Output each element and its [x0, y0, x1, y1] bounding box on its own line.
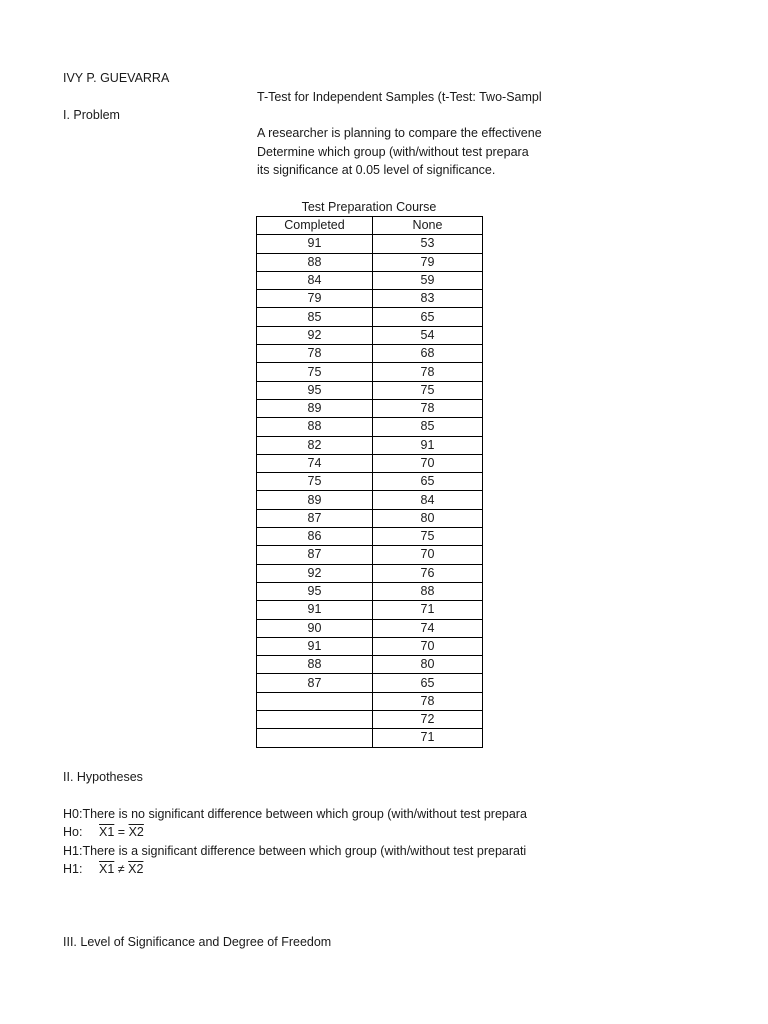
cell-none: 53 — [373, 235, 483, 253]
table-row — [257, 399, 483, 417]
cell-completed: 91 — [257, 601, 373, 619]
cell-completed: 87 — [257, 674, 373, 692]
cell-completed: 95 — [257, 381, 373, 399]
cell-none: 68 — [373, 345, 483, 363]
cell-completed: 92 — [257, 326, 373, 344]
table-row — [257, 564, 483, 582]
cell-completed: 91 — [257, 637, 373, 655]
table-row — [257, 674, 483, 692]
cell-completed: 86 — [257, 528, 373, 546]
cell-none: 65 — [373, 308, 483, 326]
table-caption: Test Preparation Course — [301, 200, 437, 214]
cell-none: 84 — [373, 491, 483, 509]
table-row — [257, 601, 483, 619]
cell-none: 80 — [373, 509, 483, 527]
table-row — [257, 582, 483, 600]
cell-completed: 88 — [257, 253, 373, 271]
cell-none: 70 — [373, 637, 483, 655]
h1-formula — [99, 861, 143, 877]
cell-none: 78 — [373, 692, 483, 710]
cell-completed: 91 — [257, 235, 373, 253]
table-row — [257, 454, 483, 472]
problem-line-2: Determine which group (with/without test prepara — [257, 145, 529, 159]
cell-none: 71 — [373, 601, 483, 619]
document-title: T-Test for Independent Samples (t-Test: Two-Sampl — [257, 90, 542, 104]
cell-completed: 82 — [257, 436, 373, 454]
table-row — [257, 692, 483, 710]
cell-none: 79 — [373, 253, 483, 271]
cell-completed: 90 — [257, 619, 373, 637]
cell-none: 75 — [373, 528, 483, 546]
h1-xbar-2: X2 — [128, 862, 144, 876]
cell-none: 80 — [373, 656, 483, 674]
cell-none: 71 — [373, 729, 483, 747]
cell-completed: 87 — [257, 509, 373, 527]
cell-completed — [257, 711, 373, 729]
table-row — [257, 363, 483, 381]
cell-completed: 92 — [257, 564, 373, 582]
h0-xbar-2: X2 — [128, 825, 144, 839]
cell-none: 83 — [373, 290, 483, 308]
table-row — [257, 326, 483, 344]
cell-none: 78 — [373, 399, 483, 417]
cell-none: 65 — [373, 674, 483, 692]
h1-label: H1: — [63, 862, 83, 876]
cell-completed — [257, 692, 373, 710]
h1-statement: H1:There is a significant difference between which group (with/without test preparati — [63, 844, 527, 858]
table-row — [257, 235, 483, 253]
section-significance-heading: III. Level of Significance and Degree of Freedom — [63, 935, 332, 949]
author-name: IVY P. GUEVARRA — [63, 71, 170, 85]
cell-none: 59 — [373, 271, 483, 289]
h0-xbar-1: X1 — [99, 825, 115, 839]
cell-completed: 84 — [257, 271, 373, 289]
table-row — [257, 418, 483, 436]
h0-statement: H0:There is no significant difference between which group (with/without test prepara — [63, 807, 527, 821]
cell-completed: 85 — [257, 308, 373, 326]
table-row — [257, 711, 483, 729]
section-problem-heading: I. Problem — [63, 108, 120, 122]
cell-completed: 75 — [257, 473, 373, 491]
cell-completed: 88 — [257, 418, 373, 436]
table-row — [257, 290, 483, 308]
h0-formula — [99, 824, 144, 840]
cell-completed: 74 — [257, 454, 373, 472]
data-table — [256, 216, 483, 748]
table-row — [257, 619, 483, 637]
cell-none: 75 — [373, 381, 483, 399]
h1-operator: ≠ — [117, 862, 125, 876]
section-hypotheses-heading: II. Hypotheses — [63, 770, 143, 784]
cell-completed — [257, 729, 373, 747]
cell-completed: 75 — [257, 363, 373, 381]
cell-none: 70 — [373, 546, 483, 564]
cell-none: 88 — [373, 582, 483, 600]
table-row — [257, 308, 483, 326]
cell-completed: 89 — [257, 399, 373, 417]
table-row — [257, 253, 483, 271]
cell-completed: 95 — [257, 582, 373, 600]
cell-completed: 89 — [257, 491, 373, 509]
cell-completed: 79 — [257, 290, 373, 308]
cell-none: 78 — [373, 363, 483, 381]
problem-line-3: its significance at 0.05 level of significance. — [257, 163, 496, 177]
header-none: None — [373, 217, 483, 235]
cell-none: 91 — [373, 436, 483, 454]
cell-completed: 88 — [257, 656, 373, 674]
cell-none: 85 — [373, 418, 483, 436]
table-row — [257, 656, 483, 674]
cell-none: 54 — [373, 326, 483, 344]
h1-xbar-1: X1 — [99, 862, 115, 876]
table-row — [257, 528, 483, 546]
table-header-row — [257, 217, 483, 235]
cell-completed: 87 — [257, 546, 373, 564]
table-row — [257, 546, 483, 564]
cell-none: 70 — [373, 454, 483, 472]
cell-none: 72 — [373, 711, 483, 729]
cell-none: 65 — [373, 473, 483, 491]
table-row — [257, 345, 483, 363]
h0-operator: = — [117, 825, 126, 839]
h0-label: Ho: — [63, 825, 83, 839]
cell-completed: 78 — [257, 345, 373, 363]
table-row — [257, 381, 483, 399]
table-row — [257, 473, 483, 491]
table-row — [257, 271, 483, 289]
cell-none: 76 — [373, 564, 483, 582]
table-row — [257, 729, 483, 747]
table-row — [257, 509, 483, 527]
cell-none: 74 — [373, 619, 483, 637]
table-row — [257, 637, 483, 655]
table-row — [257, 491, 483, 509]
header-completed: Completed — [257, 217, 373, 235]
problem-line-1: A researcher is planning to compare the effectivene — [257, 126, 542, 140]
table-row — [257, 436, 483, 454]
